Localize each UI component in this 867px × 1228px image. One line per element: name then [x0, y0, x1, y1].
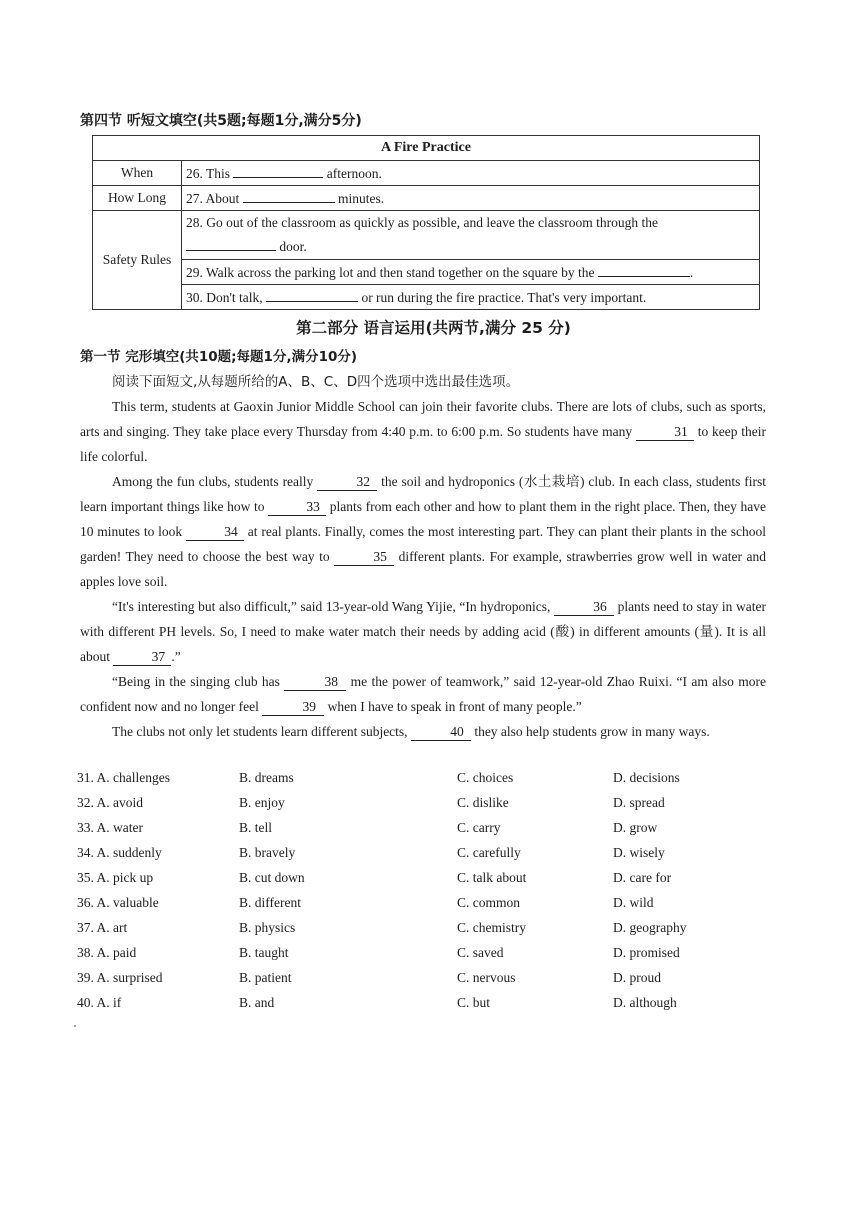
q29-text-a: 29. Walk across the parking lot and then stand together on the square by the: [186, 264, 595, 280]
list-item: [77, 895, 777, 920]
fire-practice-table: [92, 135, 760, 310]
row-label-safety-rules: Safety Rules: [93, 211, 182, 310]
option-d[interactable]: D. spread: [613, 795, 665, 810]
option-d[interactable]: D. geography: [613, 920, 687, 935]
list-item: [77, 945, 777, 970]
option-a[interactable]: 39. A. surprised: [77, 970, 163, 985]
passage-text: plants from each other and how to plant them in the right place. Then, they have 10 minutes to look: [80, 499, 766, 539]
passage-paragraph: [80, 719, 766, 744]
cloze-blank-32[interactable]: 32: [317, 474, 377, 491]
passage-paragraph: [80, 394, 766, 469]
option-c[interactable]: C. carefully: [457, 845, 521, 860]
passage-text: .”: [171, 649, 181, 664]
option-a[interactable]: 34. A. suddenly: [77, 845, 162, 860]
option-c[interactable]: C. saved: [457, 945, 504, 960]
passage-text: Among the fun clubs, students really: [112, 474, 314, 489]
answer-blank-30[interactable]: [266, 289, 358, 302]
table-row: [93, 211, 760, 260]
passage-text: to keep their life colorful.: [80, 424, 767, 464]
row-label-when: When: [93, 161, 182, 186]
option-b[interactable]: B. tell: [239, 820, 272, 835]
cloze-blank-38[interactable]: 38: [284, 674, 346, 691]
q27-text-a: 27. About: [186, 190, 240, 206]
list-item: [77, 920, 777, 945]
option-c[interactable]: C. common: [457, 895, 520, 910]
option-b[interactable]: B. physics: [239, 920, 296, 935]
option-b[interactable]: B. cut down: [239, 870, 305, 885]
passage-paragraph: [80, 669, 766, 719]
list-item: [77, 820, 777, 845]
option-b[interactable]: B. taught: [239, 945, 289, 960]
option-c[interactable]: C. talk about: [457, 870, 527, 885]
option-a[interactable]: 31. A. challenges: [77, 770, 170, 785]
table-row: [93, 161, 760, 186]
option-c[interactable]: C. carry: [457, 820, 501, 835]
option-d[interactable]: D. wild: [613, 895, 654, 910]
option-c[interactable]: C. choices: [457, 770, 514, 785]
passage-text: me the power of teamwork,” said 12-year-old Zhao Ruixi. “I am also more confident now and no longer feel: [80, 674, 767, 714]
passage-text: The clubs not only let students learn different subjects,: [112, 724, 408, 739]
q26-text-a: 26. This: [186, 165, 231, 181]
option-a[interactable]: 32. A. avoid: [77, 795, 143, 810]
option-d[interactable]: D. promised: [613, 945, 680, 960]
cloze-blank-31[interactable]: 31: [636, 424, 694, 441]
cloze-passage: [80, 394, 766, 744]
passage-text: at real plants. Finally, comes the most interesting part. They can plant their plants in the school garden! They need to choose the best way to: [80, 524, 767, 564]
answer-options: [77, 770, 777, 1020]
cloze-blank-35[interactable]: 35: [334, 549, 394, 566]
scan-speck: [74, 1025, 76, 1027]
cell-q26: [182, 161, 760, 186]
option-b[interactable]: B. enjoy: [239, 795, 285, 810]
cloze-blank-34[interactable]: 34: [186, 524, 244, 541]
table-row: [93, 285, 760, 310]
cloze-section-title: 第一节 完形填空(共10题;每题1分,满分10分): [80, 349, 358, 365]
option-a[interactable]: 36. A. valuable: [77, 895, 159, 910]
option-b[interactable]: B. and: [239, 995, 275, 1010]
option-d[interactable]: D. grow: [613, 820, 658, 835]
passage-text: when I have to speak in front of many people.”: [327, 699, 582, 714]
option-a[interactable]: 38. A. paid: [77, 945, 137, 960]
passage-text: “It's interesting but also difficult,” said 13-year-old Wang Yijie, “In hydroponics,: [112, 599, 551, 614]
table-title: A Fire Practice: [93, 136, 760, 161]
cloze-blank-37[interactable]: 37: [113, 649, 171, 666]
option-c[interactable]: C. but: [457, 995, 491, 1010]
q28-text-b: door.: [279, 239, 307, 254]
option-c[interactable]: C. dislike: [457, 795, 509, 810]
passage-text: plants need to stay in water with different PH levels. So, I need to make water match their needs by adding acid (酸) in different amounts (量). It is all about: [80, 599, 767, 664]
cloze-instruction: 阅读下面短文,从每题所给的A、B、C、D四个选项中选出最佳选项。: [112, 374, 520, 390]
answer-blank-29[interactable]: [598, 264, 690, 277]
list-item: [77, 970, 777, 995]
passage-text: they also help students grow in many ways.: [474, 724, 710, 739]
option-c[interactable]: C. chemistry: [457, 920, 526, 935]
option-d[interactable]: D. care for: [613, 870, 672, 885]
section4-title: 第四节 听短文填空(共5题;每题1分,满分5分): [80, 113, 362, 129]
list-item: [77, 845, 777, 870]
q30-text-b: or run during the fire practice. That's very important.: [361, 289, 647, 305]
cloze-blank-33[interactable]: 33: [268, 499, 326, 516]
cell-q27: [182, 186, 760, 211]
cell-q29: [182, 260, 760, 285]
cloze-blank-40[interactable]: 40: [411, 724, 471, 741]
q30-text-a: 30. Don't talk,: [186, 289, 263, 305]
option-a[interactable]: 37. A. art: [77, 920, 128, 935]
option-d[interactable]: D. wisely: [613, 845, 665, 860]
option-d[interactable]: D. although: [613, 995, 677, 1010]
list-item: [77, 795, 777, 820]
passage-paragraph: [80, 469, 766, 594]
option-b[interactable]: B. different: [239, 895, 301, 910]
option-a[interactable]: 33. A. water: [77, 820, 143, 835]
passage-text: This term, students at Gaoxin Junior Middle School can join their favorite clubs. There are lots of clubs, such as sports, arts and singing. They take place every Thursday from 4:40 p.m. to 6:00 p.m. So students have many: [80, 399, 766, 439]
option-d[interactable]: D. decisions: [613, 770, 680, 785]
option-c[interactable]: C. nervous: [457, 970, 516, 985]
q26-text-b: afternoon.: [326, 165, 382, 181]
list-item: [77, 770, 777, 795]
part2-title: 第二部分 语言运用(共两节,满分 25 分): [296, 319, 571, 337]
cloze-blank-39[interactable]: 39: [262, 699, 324, 716]
passage-paragraph: [80, 594, 766, 669]
row-label-how-long: How Long: [93, 186, 182, 211]
option-b[interactable]: B. patient: [239, 970, 292, 985]
cell-q30: [182, 285, 760, 310]
table-row: [93, 260, 760, 285]
cloze-blank-36[interactable]: 36: [554, 599, 614, 616]
table-row: [93, 186, 760, 211]
q28-text-a: 28. Go out of the classroom as quickly as possible, and leave the classroom through the: [186, 215, 659, 230]
list-item: [77, 870, 777, 895]
list-item: [77, 995, 777, 1020]
passage-text: “Being in the singing club has: [112, 674, 280, 689]
passage-text: different plants. For example, strawberries grow well in water and apples love soil.: [80, 549, 767, 589]
answer-blank-27[interactable]: [243, 190, 335, 203]
option-a[interactable]: 35. A. pick up: [77, 870, 154, 885]
cell-q28: [182, 211, 760, 260]
q29-text-b: .: [689, 264, 694, 280]
answer-blank-28[interactable]: [186, 238, 276, 251]
answer-blank-26[interactable]: [233, 165, 323, 178]
option-a[interactable]: 40. A. if: [77, 995, 122, 1010]
option-d[interactable]: D. proud: [613, 970, 661, 985]
option-b[interactable]: B. dreams: [239, 770, 294, 785]
option-b[interactable]: B. bravely: [239, 845, 296, 860]
q27-text-b: minutes.: [338, 190, 385, 206]
passage-text: the soil and hydroponics (水土栽培) club. In each class, students first learn important things like how to: [80, 474, 766, 514]
